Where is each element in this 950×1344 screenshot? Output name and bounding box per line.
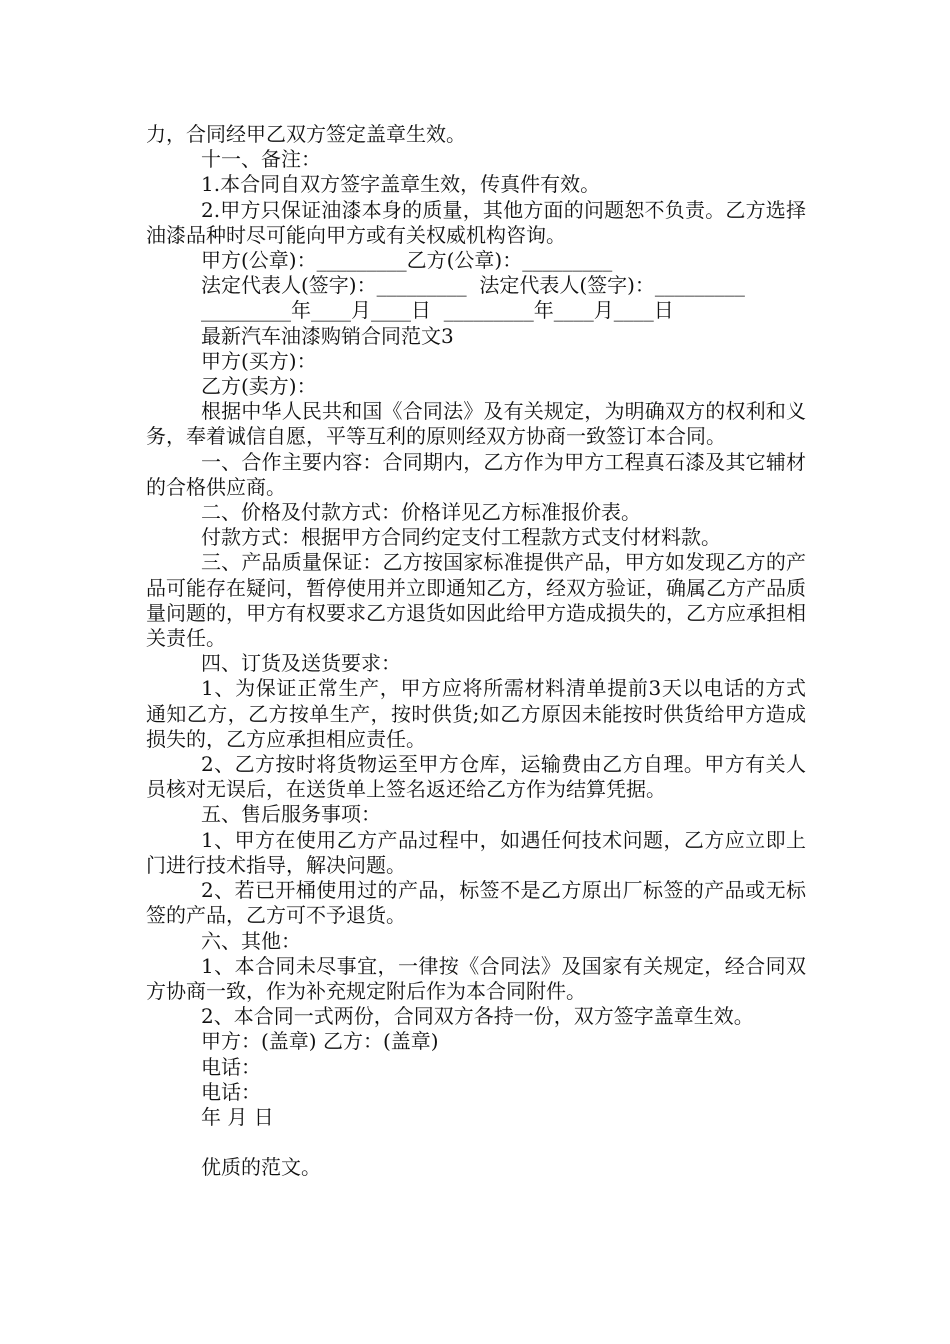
paragraph: 一、合作主要内容：合同期内，乙方作为甲方工程真石漆及其它辅材的合格供应商。 [146, 449, 806, 499]
paragraph: 付款方式：根据甲方合同约定支付工程款方式支付材料款。 [201, 525, 721, 550]
paragraph: 2、本合同一式两份，合同双方各持一份，双方签字盖章生效。 [201, 1004, 754, 1029]
paragraph: 五、售后服务事项： [201, 802, 381, 827]
paragraph: 二、价格及付款方式：价格详见乙方标准报价表。 [201, 500, 641, 525]
paragraph: 2.甲方只保证油漆本身的质量，其他方面的问题恕不负责。乙方选择油漆品种时尽可能向甲方或有关权威机构咨询。 [146, 197, 806, 247]
document-body [146, 122, 806, 1181]
paragraph: 乙方(卖方)： [201, 374, 317, 399]
paragraph: 三、产品质量保证：乙方按国家标准提供产品，甲方如发现乙方的产品可能存在疑问，暂停使用并立即通知乙方，经双方验证，确属乙方产品质量问题的，甲方有权要求乙方退货如因此给甲方造成损失的，乙方应承担相关责任。 [146, 550, 806, 651]
paragraph: 四、订货及送货要求： [201, 651, 401, 676]
paragraph: 电话： [201, 1054, 261, 1079]
paragraph: 根据中华人民共和国《合同法》及有关规定，为明确双方的权利和义务，奉着诚信自愿，平等互利的原则经双方协商一致签订本合同。 [146, 399, 806, 449]
paragraph: 最新汽车油漆购销合同范文3 [201, 323, 454, 348]
paragraph: 2、若已开桶使用过的产品，标签不是乙方原出厂标签的产品或无标签的产品，乙方可不予退货。 [146, 878, 806, 928]
paragraph: 甲方：(盖章) 乙方：(盖章) [201, 1029, 439, 1054]
paragraph: 1.本合同自双方签字盖章生效，传真件有效。 [201, 172, 601, 197]
paragraph: 甲方(买方)： [201, 348, 317, 373]
paragraph: 法定代表人(签字)：_________ 法定代表人(签字)：_________ [201, 273, 745, 298]
paragraph: 十一、备注： [201, 147, 321, 172]
paragraph: 电话： [201, 1079, 261, 1104]
paragraph: 1、本合同未尽事宜，一律按《合同法》及国家有关规定，经合同双方协商一致，作为补充规定附后作为本合同附件。 [146, 953, 806, 1003]
paragraph: 优质的范文。 [201, 1155, 321, 1180]
paragraph: _________年____月____日 _________年____月____日 [201, 298, 674, 323]
paragraph: 2、乙方按时将货物运至甲方仓库，运输费由乙方自理。甲方有关人员核对无误后，在送货单上签名返还给乙方作为结算凭据。 [146, 752, 806, 802]
paragraph: 1、甲方在使用乙方产品过程中，如遇任何技术问题，乙方应立即上门进行技术指导，解决问题。 [146, 827, 806, 877]
paragraph: 年 月 日 [201, 1104, 274, 1129]
paragraph: 1、为保证正常生产，甲方应将所需材料清单提前3天以电话的方式通知乙方，乙方按单生产，按时供货;如乙方原因未能按时供货给甲方造成损失的，乙方应承担相应责任。 [146, 676, 806, 751]
blank-line [146, 1130, 806, 1155]
paragraph: 甲方(公章)：_________乙方(公章)：_________ [201, 248, 613, 273]
paragraph: 力，合同经甲乙双方签定盖章生效。 [146, 122, 466, 146]
paragraph: 六、其他： [201, 928, 301, 953]
